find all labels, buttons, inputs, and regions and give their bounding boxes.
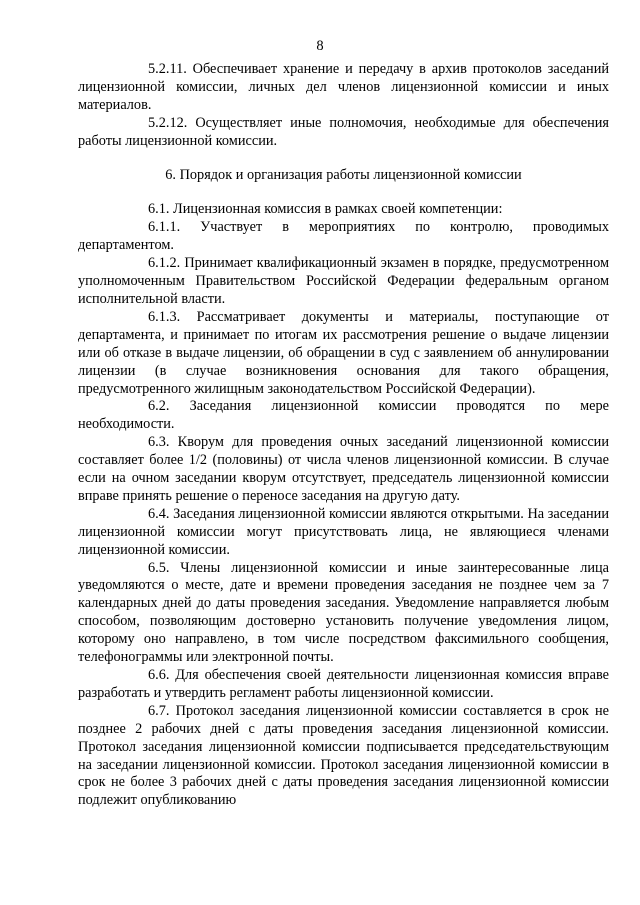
document-body <box>78 61 609 810</box>
paragraph-5-2-11: 5.2.11. Обеспечивает хранение и передачу в архив протоколов заседаний лицензионной комиссии, личных дел членов лицензионной комиссии и иных материалов. <box>78 61 609 113</box>
page-number: 8 <box>316 38 324 54</box>
paragraph-6-2: 6.2. Заседания лицензионной комиссии проводятся по мере необходимости. <box>78 398 609 433</box>
paragraph-6-1-1: 6.1.1. Участвует в мероприятиях по контролю, проводимых департаментом. <box>78 219 609 254</box>
paragraph-6-7: 6.7. Протокол заседания лицензионной комиссии составляется в срок не позднее 2 рабочих дней с даты проведения заседания лицензионной комиссии. Протокол заседания лицензионной комиссии подписывается председательствующим на заседании лицензионной комиссии. Протокол заседания лицензионной комиссии в срок не более 3 рабочих дней с даты проведения заседания лицензионной комиссии подлежит опубликованию <box>78 702 609 809</box>
paragraph-6-1: 6.1. Лицензионная комиссия в рамках своей компетенции: <box>148 201 503 218</box>
paragraph-6-3: 6.3. Кворум для проведения очных заседаний лицензионной комиссии составляет более 1/2 (половины) от числа членов лицензионной комиссии. В случае если на очном заседании кворум отсутствует, председатель лицензионной комиссии вправе принять решение о переносе заседания на другую дату. <box>78 434 609 504</box>
section-heading: 6. Порядок и организация работы лицензионной комиссии <box>165 166 522 183</box>
paragraph-6-1-2: 6.1.2. Принимает квалификационный экзамен в порядке, предусмотренном уполномоченным Правительством Российской Федерации федеральным органом исполнительной власти. <box>78 255 609 307</box>
paragraph-6-6: 6.6. Для обеспечения своей деятельности лицензионная комиссия вправе разработать и утвердить регламент работы лицензионной комиссии. <box>78 667 609 701</box>
paragraph-6-4: 6.4. Заседания лицензионной комиссии являются открытыми. На заседании лицензионной комиссии могут присутствовать лица, не являющиеся членами лицензионной комиссии. <box>78 505 609 558</box>
paragraph-6-5: 6.5. Члены лицензионной комиссии и иные заинтересованные лица уведомляются о месте, дате и времени проведения заседания не позднее чем за 7 календарных дней до даты проведения заседания. Уведомление направляется любым способом, позволяющим достоверно установить получение уведомления лицом, которому оно направлено, в том числе посредством факсимильного сообщения, телефонограммы или электронной почты. <box>78 559 609 666</box>
paragraph-6-1-3: 6.1.3. Рассматривает документы и материалы, поступающие от департамента, и принимает по итогам их рассмотрения решение о выдаче лицензии или об отказе в выдаче лицензии, об обращении в суд с заявлением об аннулировании лицензии (в случае возникновения основания для такого обращения, предусмотренного жилищным законодательством Российской Федерации). <box>78 308 609 397</box>
paragraph-5-2-12: 5.2.12. Осуществляет иные полномочия, необходимые для обеспечения работы лицензионной комиссии. <box>78 114 609 149</box>
